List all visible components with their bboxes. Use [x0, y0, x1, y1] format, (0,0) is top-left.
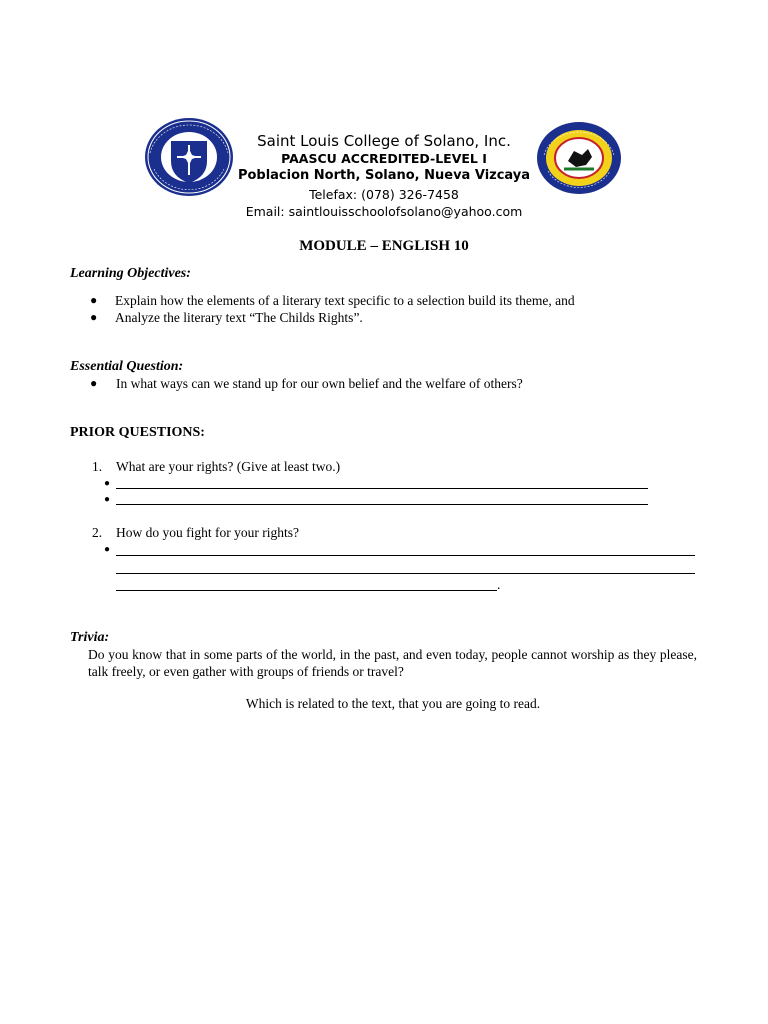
answer-line[interactable] — [116, 555, 695, 556]
bullet-icon: ● — [90, 310, 98, 324]
prior-questions-label: PRIOR QUESTIONS: — [70, 425, 205, 440]
question-number: 2. — [92, 525, 103, 540]
education-seal-icon — [536, 121, 622, 195]
bullet-icon: ● — [104, 544, 111, 555]
bullet-icon: ● — [104, 494, 111, 505]
telefax-text: Telefax: (078) 326-7458 — [309, 187, 459, 202]
question-text: What are your rights? (Give at least two.) — [116, 459, 341, 474]
trivia-text: Do you know that in some parts of the world, in the past, and even today, people cannot worship as they please, talk freely, or even gather with groups of friends or travel? — [88, 647, 697, 679]
objective-item: Explain how the elements of a literary text specific to a selection build its theme, and — [115, 293, 575, 308]
answer-end-mark: . — [497, 577, 501, 592]
question-text: How do you fight for your rights? — [116, 525, 299, 540]
answer-line[interactable] — [116, 573, 695, 574]
accreditation-text: PAASCU ACCREDITED-LEVEL I — [281, 151, 487, 166]
bullet-icon: ● — [104, 478, 111, 489]
bullet-icon: ● — [90, 293, 98, 307]
related-text-line: Which is related to the text, that you are going to read. — [245, 696, 541, 711]
trivia-label: Trivia: — [70, 630, 110, 645]
school-address: Poblacion North, Solano, Nueva Vizcaya — [237, 168, 531, 183]
essential-question-item: In what ways can we stand up for our own belief and the welfare of others? — [116, 376, 523, 391]
school-name: Saint Louis College of Solano, Inc. — [257, 132, 511, 150]
school-seal-icon — [144, 117, 234, 197]
bullet-icon: ● — [90, 376, 98, 390]
learning-objectives-label: Learning Objectives: — [70, 266, 191, 281]
essential-question-label: Essential Question: — [70, 359, 184, 374]
answer-line[interactable] — [116, 590, 497, 591]
email-text: Email: saintlouisschoolofsolano@yahoo.com — [245, 204, 523, 219]
answer-line[interactable] — [116, 488, 648, 489]
objective-item: Analyze the literary text “The Childs Rights”. — [115, 310, 363, 325]
module-title: MODULE – ENGLISH 10 — [299, 238, 469, 254]
question-number: 1. — [92, 459, 103, 474]
answer-line[interactable] — [116, 504, 648, 505]
